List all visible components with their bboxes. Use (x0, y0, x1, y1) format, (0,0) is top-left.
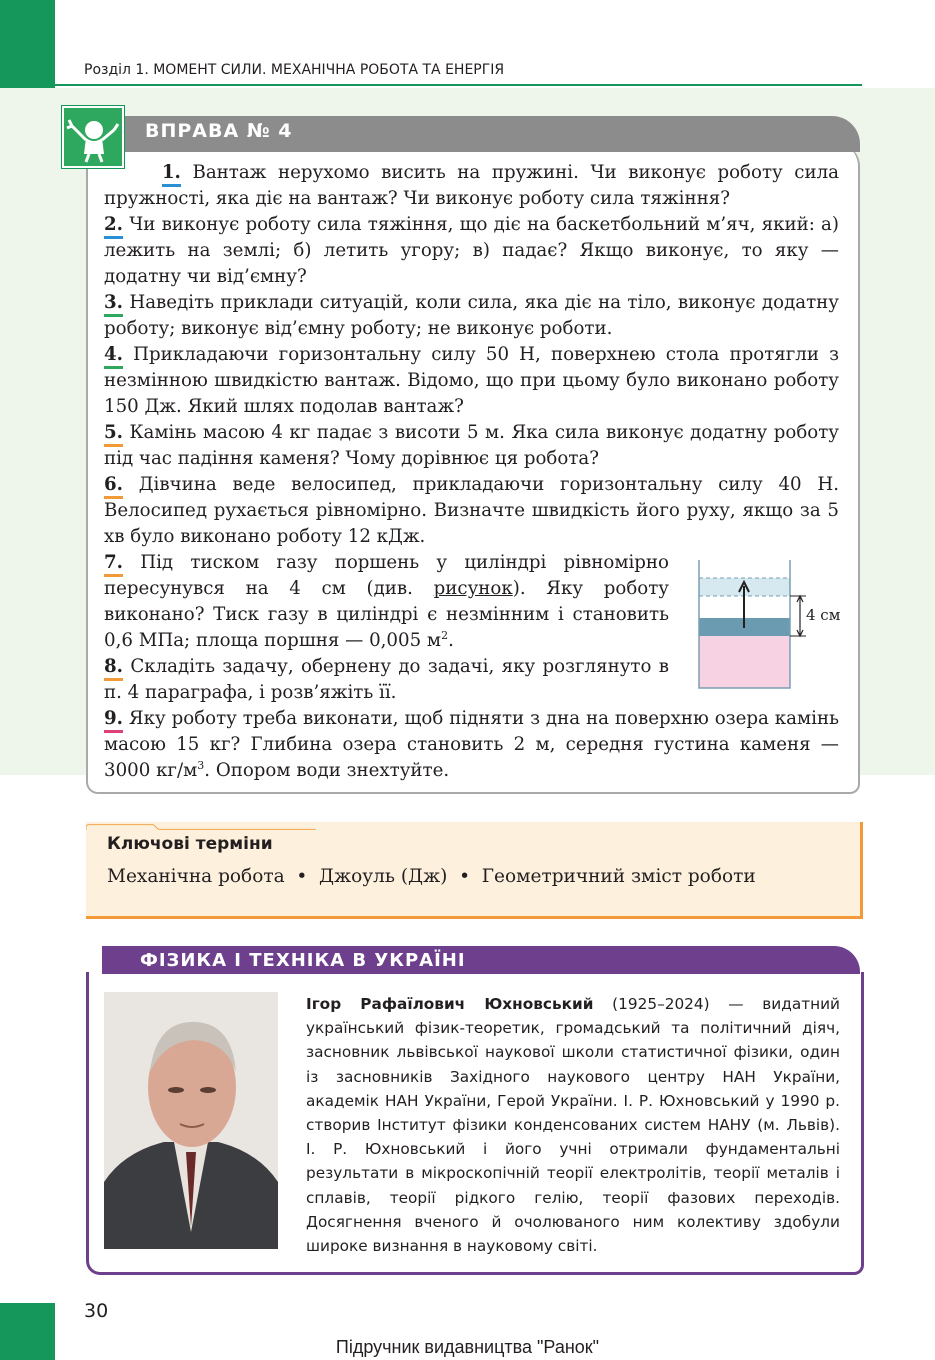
key-terms-tab-border (86, 820, 316, 834)
scientist-name: Ігор Рафаїлович Юхновський (306, 995, 594, 1013)
header-rule (55, 84, 862, 86)
item-text: . Опором води знехтуйте. (204, 760, 450, 781)
physics-title: ФІЗИКА І ТЕХНІКА В УКРАЇНІ (140, 950, 466, 971)
green-corner-top (0, 0, 55, 88)
item-number: 7. (104, 550, 123, 576)
key-term: Механічна робота (107, 866, 285, 887)
publisher-footer: Підручник видавництва "Ранок" (335, 1337, 600, 1357)
item-text: Під тиском газу поршень у циліндрі рівномірно пересунувся на 4 см (див. (104, 552, 669, 599)
term-separator: • (296, 866, 308, 887)
item-text: Наведіть приклади ситуацій, коли сила, яка діє на тіло, виконує додатну роботу; виконує від’ємну роботу; не виконує роботи. (104, 292, 839, 339)
item-text: Камінь масою 4 кг падає з висоти 5 м. Яка сила виконує додатну роботу під час падіння каменя? Чому дорівнює ця робота? (104, 422, 839, 469)
term-separator: • (459, 866, 471, 887)
item-text: Складіть задачу, обернену до задачі, яку розглянуто в п. 4 параграфа, і розв’яжіть її. (104, 656, 669, 703)
item-text: ). Яку роботу виконано? Тиск газу в циліндрі є незмінним і становить 0,6 МПа; площа поршня — 0,005 м (104, 578, 669, 651)
portrait-photo (104, 992, 278, 1249)
exercise-item-2 (104, 212, 839, 290)
exercise-item-4 (104, 342, 839, 420)
section-header: Розділ 1. МОМЕНТ СИЛИ. МЕХАНІЧНА РОБОТА ТА ЕНЕРГІЯ (84, 62, 505, 78)
page-number: 30 (84, 1300, 109, 1322)
item-text: Прикладаючи горизонтальну силу 50 Н, поверхнею стола протягли з незмінною швидкістю вантаж. Відомо, що при цьому було виконано роботу 150 Дж. Який шлях подолав вантаж? (104, 344, 839, 417)
item-number: 5. (104, 420, 123, 446)
item-number: 8. (104, 654, 123, 680)
exercise-item-5 (104, 420, 839, 472)
item-text: Чи виконує роботу сила тяжіння, що діє на баскетбольний м’яч, який: а) лежить на землі; б) летить угору; в) падає? Якщо виконує, то яку — додатну чи від’ємну? (104, 214, 839, 287)
exercise-item-3 (104, 290, 839, 342)
exercise-item-7 (104, 550, 669, 654)
item-number: 1. (162, 160, 181, 186)
exercise-title: ВПРАВА № 4 (145, 120, 293, 142)
diagram-label: 4 см (806, 606, 841, 624)
superscript: 3 (197, 758, 205, 772)
exercise-text (104, 160, 839, 784)
key-terms-title: Ключові терміни (107, 834, 273, 854)
item-text: . (448, 630, 454, 651)
item-number: 2. (104, 212, 123, 238)
exercise-item-8 (104, 654, 669, 706)
bio-text: (1925–2024) — видатний український фізик-теоретик, громадський та політичний діяч, засновник львівської наукової школи статистичної фізики, один із засновників Західного наукового центру НАН України, академік НАН України, Герой України. І. Р. Юхновський у 1990 р. створив Інститут фізики конденсованих систем НАНУ (м. Львів). І. Р. Юхновський і його учні отримали фундаментальні результати в мікроскопічній теорії електролітів, теорії металів і сплавів, теорії рідкого гелію, теорії фазових переходів. Досягнення вченого й очолюваного ним колективу здобули широке визнання в науковому світі. (306, 995, 840, 1256)
item-text: Дівчина веде велосипед, прикладаючи горизонтальну силу 40 Н. Велосипед рухається рівномірно. Визначте швидкість його руху, якщо за 5 хв було виконано роботу 12 кДж. (104, 474, 839, 547)
key-terms-list (107, 866, 756, 887)
exercise-item-6 (104, 472, 839, 550)
superscript: 2 (441, 628, 449, 642)
cylinder-diagram (690, 560, 850, 690)
physics-bio (306, 992, 840, 1258)
exercise-item-9 (104, 706, 839, 784)
item-number: 3. (104, 290, 123, 316)
item-number: 9. (104, 706, 123, 732)
item-text: Вантаж нерухомо висить на пружині. Чи виконує роботу сила пружності, яка діє на вантаж? Чи виконує роботу сила тяжіння? (104, 162, 839, 209)
figure-link[interactable]: рисунок (433, 578, 513, 599)
exercise-item-1 (104, 160, 839, 212)
key-term: Геометричний зміст роботи (481, 866, 756, 887)
character-icon (62, 106, 124, 168)
item-text: Яку роботу треба виконати, щоб підняти з дна на поверхню озера камінь масою 15 кг? Глибина озера становить 2 м, середня густина каменя — 3000 кг/м (104, 708, 839, 781)
item-number: 6. (104, 472, 123, 498)
item-number: 4. (104, 342, 123, 368)
key-term: Джоуль (Дж) (319, 866, 448, 887)
